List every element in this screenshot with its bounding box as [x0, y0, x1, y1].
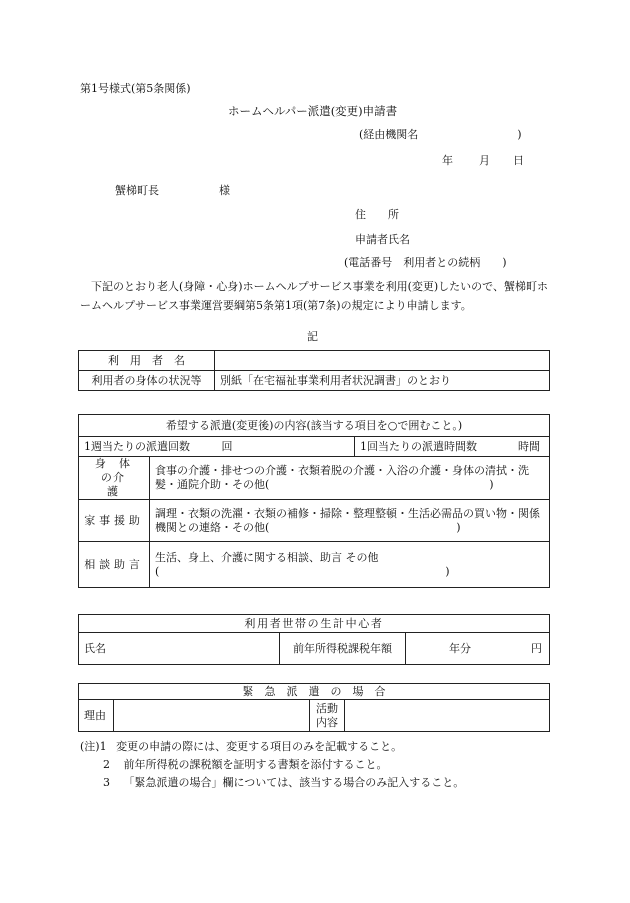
- phone-relation: (電話番号 利用者との続柄 ): [344, 256, 507, 269]
- form-number: 第1号様式(第5条関係): [80, 82, 191, 95]
- date-month: 月: [479, 154, 490, 167]
- income-table: [78, 614, 550, 665]
- tax-amount-value[interactable]: [406, 633, 550, 665]
- service-row-label: 相談助言: [79, 542, 150, 588]
- note-text: 「緊急派遣の場合」欄については、該当する場合のみ記入すること。: [123, 776, 465, 789]
- note-prefix: 3: [103, 776, 110, 789]
- applicant-name-label: 申請者氏名: [355, 233, 410, 246]
- honorific: 様: [219, 184, 230, 197]
- weekly-visits-unit: 回: [221, 439, 233, 453]
- via-agency: (経由機関名 ): [359, 128, 522, 141]
- householder-name-label: 氏名: [79, 633, 280, 665]
- ki-label: 記: [307, 330, 318, 343]
- tax-amount-label: 前年所得税課税年額: [280, 633, 406, 665]
- date-year: 年: [442, 154, 453, 167]
- address-label: 住 所: [355, 208, 399, 221]
- per-visit-hours-label: 1回当たりの派遣時間数: [360, 439, 477, 453]
- note-text: 前年所得税の課税額を証明する書類を添付すること。: [123, 758, 388, 771]
- user-table: [78, 350, 550, 391]
- per-visit-hours-cell: [355, 437, 550, 457]
- reason-label: 理由: [79, 700, 114, 732]
- service-row-label: 身 体 の介 護: [79, 457, 150, 500]
- intro-paragraph: 下記のとおり老人(身障・心身)ホームヘルプサービス事業を利用(変更)したいので、蟹梯町ホームヘルプサービス事業運営要綱第5条第1項(第7条)の規定により申請します。: [80, 280, 548, 312]
- service-row-content: 生活、身上、介護に関する相談、助言 その他( ): [150, 542, 550, 588]
- emergency-table: [78, 683, 550, 732]
- addressee: 蟹梯町長: [115, 184, 159, 197]
- per-visit-hours-unit: 時間: [518, 439, 540, 453]
- service-row-label: 家事援助: [79, 500, 150, 542]
- yen-label: 円: [531, 641, 542, 655]
- note-prefix: 2: [103, 758, 110, 771]
- note-item: [103, 758, 388, 772]
- activity-value[interactable]: [345, 700, 550, 732]
- note-item: [80, 740, 402, 754]
- user-name-label: 利 用 者 名: [79, 351, 215, 371]
- emergency-header: 緊 急 派 遣 の 場 合: [79, 684, 550, 700]
- weekly-visits-cell: [79, 437, 355, 457]
- document-title: ホームヘルパー派遣(変更)申請書: [228, 104, 398, 118]
- activity-label: 活動内容: [310, 700, 345, 732]
- user-name-value[interactable]: [215, 351, 550, 371]
- service-header: 希望する派遣(変更後)の内容(該当する項目を○で囲むこと。): [79, 415, 550, 437]
- body-condition-label: 利用者の身体の状況等: [79, 371, 215, 391]
- service-row-content: 食事の介護・排せつの介護・衣類着脱の介護・入浴の介護・身体の清拭・洗髪・通院介助・その他( ): [150, 457, 550, 500]
- service-row-content: 調理・衣類の洗濯・衣類の補修・掃除・整理整頓・生活必需品の買い物・関係機関との連絡・その他( ): [150, 500, 550, 542]
- note-text: 変更の申請の際には、変更する項目のみを記載すること。: [116, 740, 403, 753]
- weekly-visits-label: 1週当たりの派遣回数: [84, 439, 190, 453]
- date-day: 日: [513, 154, 524, 167]
- note-prefix: (注)1: [80, 740, 107, 753]
- reason-value[interactable]: [114, 700, 310, 732]
- body-condition-value: 別紙「在宅福祉事業利用者状況調書」のとおり: [215, 371, 550, 391]
- income-header: 利用者世帯の生計中心者: [79, 615, 550, 633]
- service-table: [78, 414, 550, 588]
- tax-year-label: 年分: [449, 641, 471, 655]
- note-item: [103, 776, 464, 790]
